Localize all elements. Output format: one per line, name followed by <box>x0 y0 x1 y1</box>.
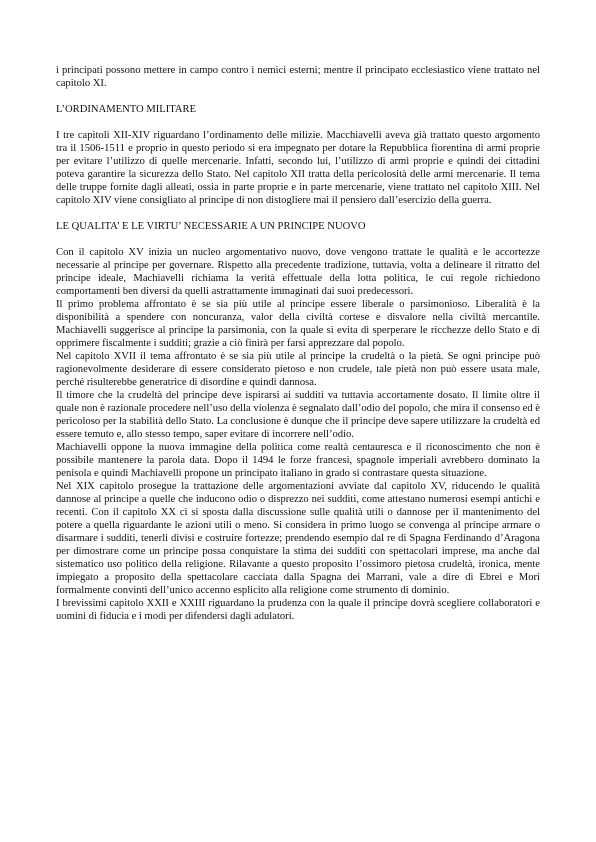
section-heading-qualities: LE QUALITA’ E LE VIRTU’ NECESSARIE A UN PRINCIPE NUOVO <box>56 221 366 232</box>
qualities-paragraph-5: Machiavelli oppone la nuova immagine della politica come realtà centaurescа e il riconoscimento che non è possibile mantenere la parola data. Dopo il 1494 le forze francesi, spagnole imperiali avrebbero dominato la penisola e quindi Machiavelli propone un principato italiano in grado si contrastare questa situazione. <box>56 442 540 479</box>
qualities-paragraph-7: I brevissimi capitolo XXII e XXIII riguardano la prudenza con la quale il principe dovrà scegliere collaboratori e uomini di fiducia e i modi per difendersi dagli adulatori. <box>56 598 540 622</box>
document-page <box>56 64 540 623</box>
intro-paragraph: i principati possono mettere in campo contro i nemici esterni; mentre il principato ecclesiastico viene trattato nel capitolo XI. <box>56 65 540 89</box>
military-paragraph: I tre capitoli XII-XIV riguardano l’ordinamento delle milizie. Macchiavelli aveva già trattato questo argomento tra il 1506-1511 e proprio in questo periodo si era impegnato per dotare la Repubblica fiorentina di armi proprie per evitare l’utilizzo di quelle mercenarie. Infatti, secondo lui, l’utilizzo di armi proprie e quindi dei cittadini poteva garantire la sicurezza dello Stato. Nel capitolo XII tratta della pericolosità delle armi mercenarie. Il tema delle truppe fornite dagli alleati, ossia in parte proprie e in parte mercenarie, viene trattato nel capitolo XIII. Nel capitolo XIV viene consigliato al principe di non distogliere mai il pensiero dall’esercizio della guerra. <box>56 130 540 206</box>
section-heading-military: L’ORDINAMENTO MILITARE <box>56 104 197 115</box>
qualities-paragraph-6: Nel XIX capitolo prosegue la trattazione delle argomentazioni avviate dal capitolo XV, riducendo le qualità dannose al principe a quelle che inducono odio o disprezzo nei sudditi, come attestano numerosi esempi antichi e recenti. Con il capitolo XX ci si sposta dalla discussione sulle qualità utili o dannose per il mantenimento del potere a quella riguardante le azioni utili o meno. Si considera in primo luogo se convenga al principe armare o disarmare i sudditi, tenerli divisi e costruire fortezze; prendendo esempio dal re di Spagna Ferdinando d’Aragona per dimostrare come un principe possa conquistare la stima dei sudditi con spettacolari imprese, ma anche dal sistematico uso politico della religione. Rilavante a questo proposito l’ossimoro pietosa crudeltà, ironica, mente impiegato a proposito della spettacolare cacciata dalla Spagna dei Marrani, vale a dire di Ebrei e Mori formalmente convinti dell’unico accenno esplicito alla religione come strumento di dominio. <box>56 481 540 596</box>
qualities-paragraph-3: Nel capitolo XVII il tema affrontato è se sia più utile al principe la crudeltà o la pietà. Se ogni principe può ragionevolmente desiderare di essere considerato pietoso e non crudele, tale pietà non può essere usata male, perché risulterebbe generatrice di disordine e quindi dannosa. <box>56 351 540 388</box>
qualities-paragraph-1: Con il capitolo XV inizia un nucleo argomentativo nuovo, dove vengono trattate le qualità e le accortezze necessarie al principe per governare. Rispetto alla precedente tradizione, tuttavia, volta a delineare il ritratto del principe ideale, Machiavelli richiama la verità effettuale della lotta politica, le cui regole richiedono comportamenti ben diversi da quelli astrattamente immaginati dai suoi predecessori. <box>56 247 540 297</box>
qualities-paragraph-4: Il timore che la crudeltà del principe deve ispirarsi ai sudditi va tuttavia accortamente dosato. Il limite oltre il quale non è razionale procedere nell’uso della violenza è segnalato dall’odio del popolo, che mira il consenso ed è pericoloso per la stabilità dello Stato. La conclusione è dunque che il principe deve sapere utilizzare la crudeltà ed essere temuto e, allo stesso tempo, saper evitare di incorrere nell’odio. <box>56 390 540 440</box>
qualities-paragraph-2: Il primo problema affrontato è se sia più utile al principe essere liberale o parsimonioso. Liberalità è la disponibilità a spendere con noncuranza, valor della civiltà cortese e disvalore nella civiltà mercantile. Machiavelli suggerisce al principe la parsimonia, con la quale si evita di sperperare le ricchezze dello Stato e di opprimere fiscalmente i sudditi; grazie a ciò finirà per farsi apprezzare dal popolo. <box>56 299 540 349</box>
